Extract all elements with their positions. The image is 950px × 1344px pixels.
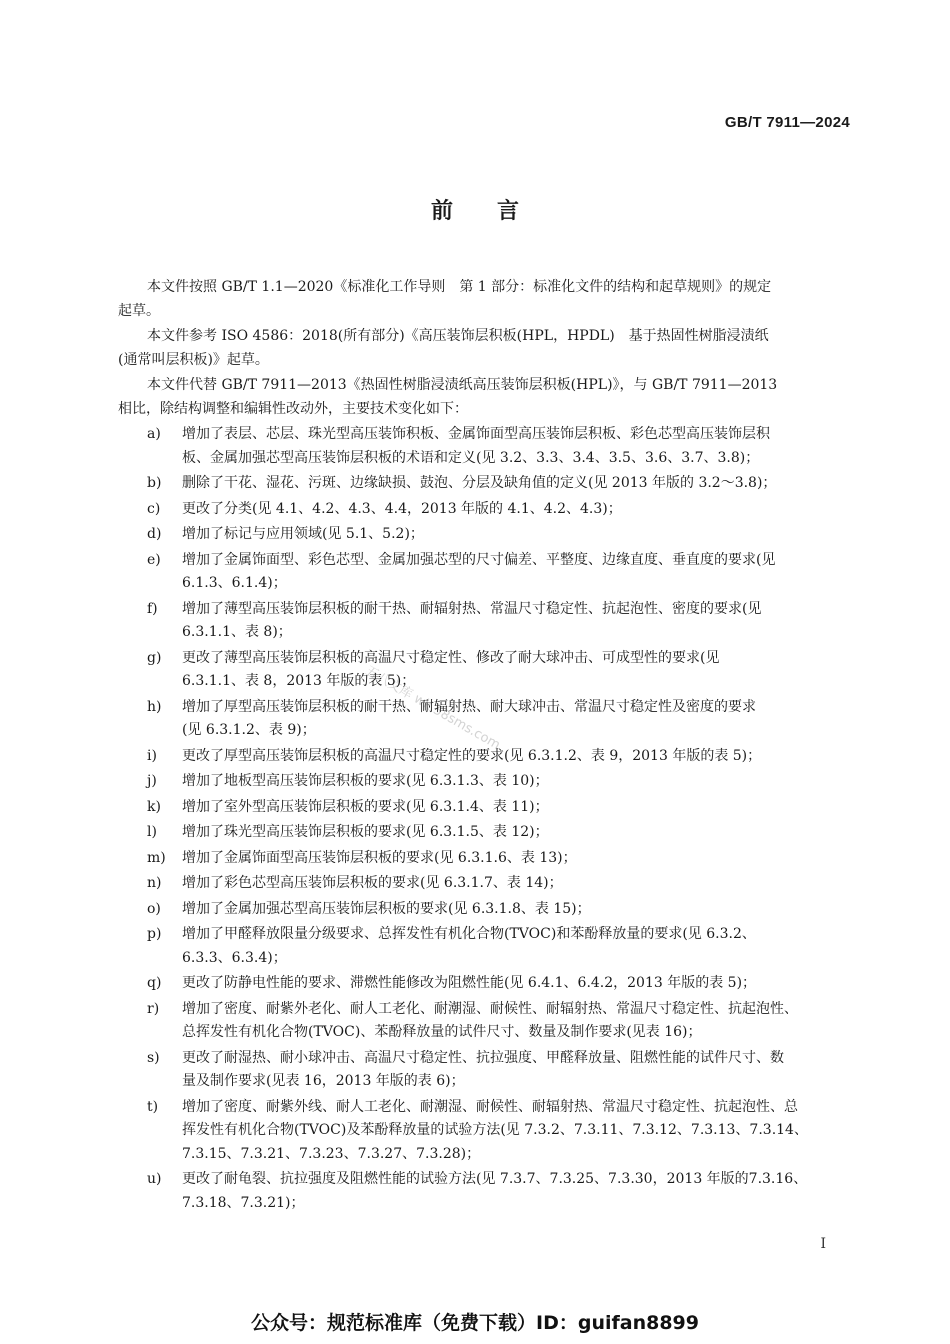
list-item-line: 更改了防静电性能的要求、滞燃性能修改为阻燃性能(见 6.4.1、6.4.2，2013 年版的表 5)； [182, 975, 757, 991]
list-item-text [182, 423, 850, 470]
list-item [147, 898, 850, 922]
list-item-text [182, 1168, 850, 1215]
list-item-line: 增加了金属加强芯型高压装饰层积板的要求(见 6.3.1.8、表 15)； [182, 900, 591, 917]
list-item [147, 423, 850, 470]
change-list [147, 423, 850, 1215]
list-item-text [182, 872, 850, 896]
list-item-line: 6.3.1.1、表 8)； [182, 624, 292, 640]
paragraph [118, 374, 850, 421]
list-item-label: r) [147, 1000, 160, 1017]
paragraph-line: 起草。 [118, 302, 160, 319]
list-item-line: 量及制作要求(见表 16，2013 年版的表 6)； [182, 1073, 465, 1089]
list-item [147, 923, 850, 970]
list-item-text [182, 696, 850, 743]
list-item-label: e) [147, 551, 161, 568]
list-item-label: h) [147, 698, 162, 715]
list-item [147, 1096, 850, 1167]
list-item-line: 增加了珠光型高压装饰层积板的要求(见 6.3.1.5、表 12)； [182, 824, 549, 840]
list-item-label: l) [147, 824, 157, 840]
list-item-label: t) [147, 1098, 159, 1115]
list-item-label: f) [147, 600, 158, 617]
standard-code: GB/T 7911—2024 [724, 114, 850, 131]
list-item [147, 770, 850, 794]
paragraph-line: 相比，除结构调整和编辑性改动外，主要技术变化如下： [118, 400, 468, 417]
list-item-label: a) [147, 426, 161, 442]
paragraph-line: (通常叫层积板)》起草。 [118, 351, 269, 368]
list-item-text [182, 1047, 850, 1094]
list-item-line: 更改了耐龟裂、抗拉强度及阻燃性能的试验方法(见 7.3.7、7.3.25、7.3.30，2013 年版的7.3.16、 [182, 1171, 808, 1187]
list-item-line: 6.3.3、6.3.4)； [182, 949, 287, 966]
list-item-label: i) [147, 747, 157, 764]
list-item-label: m) [147, 849, 166, 866]
list-item-line: 更改了耐湿热、耐小球冲击、高温尺寸稳定性、抗拉强度、甲醛释放量、阻燃性能的试件尺寸、数 [182, 1049, 784, 1066]
list-item [147, 821, 850, 845]
list-item-label: k) [147, 798, 161, 815]
list-item-line: 6.3.1.1、表 8，2013 年版的表 5)； [182, 673, 416, 689]
list-item-line: 更改了分类(见 4.1、4.2、4.3、4.4，2013 年版的 4.1、4.2、4.3)； [182, 500, 622, 517]
list-item-label: c) [147, 500, 161, 517]
list-item-line: 增加了金属饰面型、彩色芯型、金属加强芯型的尺寸偏差、平整度、边缘直度、垂直度的要求(见 [182, 551, 776, 568]
list-item-line: 挥发性有机化合物(TVOC)及苯酚释放量的试验方法(见 7.3.2、7.3.11、7.3.12、7.3.13、7.3.14、 [182, 1122, 808, 1138]
paragraph [118, 276, 850, 323]
paragraph-line: 本文件参考 ISO 4586：2018(所有部分)《高压装饰层积板(HPL，HPDL) 基于热固性树脂浸渍纸 [147, 328, 769, 344]
list-item-text [182, 998, 850, 1045]
list-item-line: 增加了标记与应用领域(见 5.1、5.2)； [182, 526, 424, 542]
list-item-line: 6.1.3、6.1.4)； [182, 575, 287, 591]
paragraph [118, 325, 850, 372]
list-item-line: 更改了薄型高压装饰层积板的高温尺寸稳定性、修改了耐大球冲击、可成型性的要求(见 [182, 649, 720, 666]
list-item [147, 1047, 850, 1094]
page-title: 前言 [430, 199, 563, 224]
list-item-label: j) [147, 773, 157, 789]
list-item [147, 598, 850, 645]
list-item-line: (见 6.3.1.2、表 9)； [182, 722, 316, 738]
list-item [147, 796, 850, 820]
list-item-line: 增加了密度、耐紫外老化、耐人工老化、耐潮湿、耐候性、耐辐射热、常温尺寸稳定性、抗起泡性、 [182, 1000, 798, 1017]
list-item-line: 增加了厚型高压装饰层积板的耐干热、耐辐射热、耐大球冲击、常温尺寸稳定性及密度的要求 [182, 698, 756, 715]
list-item-line: 7.3.15、7.3.21、7.3.23、7.3.27、7.3.28)； [182, 1145, 481, 1162]
list-item-label: u) [147, 1171, 162, 1187]
list-item [147, 523, 850, 547]
list-item-label: d) [147, 526, 162, 542]
list-item-text [182, 898, 850, 922]
list-item-text [182, 498, 850, 522]
list-item-line: 增加了甲醛释放限量分级要求、总挥发性有机化合物(TVOC)和苯酚释放量的要求(见 6.3.2、 [182, 926, 756, 942]
list-item-line: 删除了干花、湿花、污斑、边缘缺损、鼓泡、分层及缺角值的定义(见 2013 年版的 3.2～3.8)； [182, 475, 777, 491]
list-item-label: o) [147, 900, 161, 917]
list-item [147, 972, 850, 996]
list-item-text [182, 923, 850, 970]
list-item-line: 增加了室外型高压装饰层积板的要求(见 6.3.1.4、表 11)； [182, 798, 549, 815]
list-item-text [182, 647, 850, 694]
list-item-text [182, 972, 850, 996]
list-item [147, 647, 850, 694]
list-item-text [182, 821, 850, 845]
paragraph-line: 本文件代替 GB/T 7911—2013《热固性树脂浸渍纸高压装饰层积板(HPL)》，与 GB/T 7911—2013 [147, 377, 778, 393]
foreword-content [118, 276, 850, 1215]
list-item [147, 472, 850, 496]
list-item-label: b) [147, 475, 162, 491]
footer-notice: 公众号：规范标准库（免费下载）ID：guifan8899 [251, 1312, 699, 1334]
list-item-text [182, 796, 850, 820]
list-item-label: s) [147, 1049, 160, 1066]
list-item [147, 847, 850, 871]
watermark: 五八文库 wk.58sms.com [362, 663, 503, 753]
list-item-text [182, 770, 850, 794]
list-item-text [182, 1096, 850, 1167]
list-item-text [182, 745, 850, 769]
list-item-text [182, 847, 850, 871]
list-item-text [182, 549, 850, 596]
list-item-line: 更改了厚型高压装饰层积板的高温尺寸稳定性的要求(见 6.3.1.2、表 9，2013 年版的表 5)； [182, 747, 762, 764]
list-item-line: 增加了彩色芯型高压装饰层积板的要求(见 6.3.1.7、表 14)； [182, 875, 563, 891]
list-item [147, 696, 850, 743]
list-item-line: 板、金属加强芯型高压装饰层积板的术语和定义(见 3.2、3.3、3.4、3.5、3.6、3.7、3.8)； [182, 449, 760, 466]
list-item-label: q) [147, 975, 162, 991]
list-item-line: 7.3.18、7.3.21)； [182, 1194, 305, 1211]
list-item-line: 增加了密度、耐紫外线、耐人工老化、耐潮湿、耐候性、耐辐射热、常温尺寸稳定性、抗起泡性、总 [182, 1098, 798, 1115]
list-item-label: n) [147, 875, 162, 891]
list-item-line: 增加了地板型高压装饰层积板的要求(见 6.3.1.3、表 10)； [182, 773, 549, 789]
list-item-label: p) [147, 926, 162, 942]
list-item [147, 998, 850, 1045]
list-item-line: 总挥发性有机化合物(TVOC)、苯酚释放量的试件尺寸、数量及制作要求(见表 16)； [182, 1024, 702, 1040]
list-item [147, 498, 850, 522]
list-item-line: 增加了薄型高压装饰层积板的耐干热、耐辐射热、常温尺寸稳定性、抗起泡性、密度的要求(见 [182, 600, 762, 617]
list-item-label: g) [147, 649, 162, 666]
list-item-line: 增加了金属饰面型高压装饰层积板的要求(见 6.3.1.6、表 13)； [182, 849, 577, 866]
list-item [147, 745, 850, 769]
list-item [147, 872, 850, 896]
paragraph-line: 本文件按照 GB/T 1.1—2020《标准化工作导则 第 1 部分：标准化文件的结构和起草规则》的规定 [147, 279, 772, 295]
list-item [147, 1168, 850, 1215]
list-item [147, 549, 850, 596]
list-item-line: 增加了表层、芯层、珠光型高压装饰积板、金属饰面型高压装饰层积板、彩色芯型高压装饰层积 [182, 426, 770, 442]
list-item-text [182, 523, 850, 547]
page-number: I [820, 1236, 826, 1252]
list-item-text [182, 472, 850, 496]
list-item-text [182, 598, 850, 645]
